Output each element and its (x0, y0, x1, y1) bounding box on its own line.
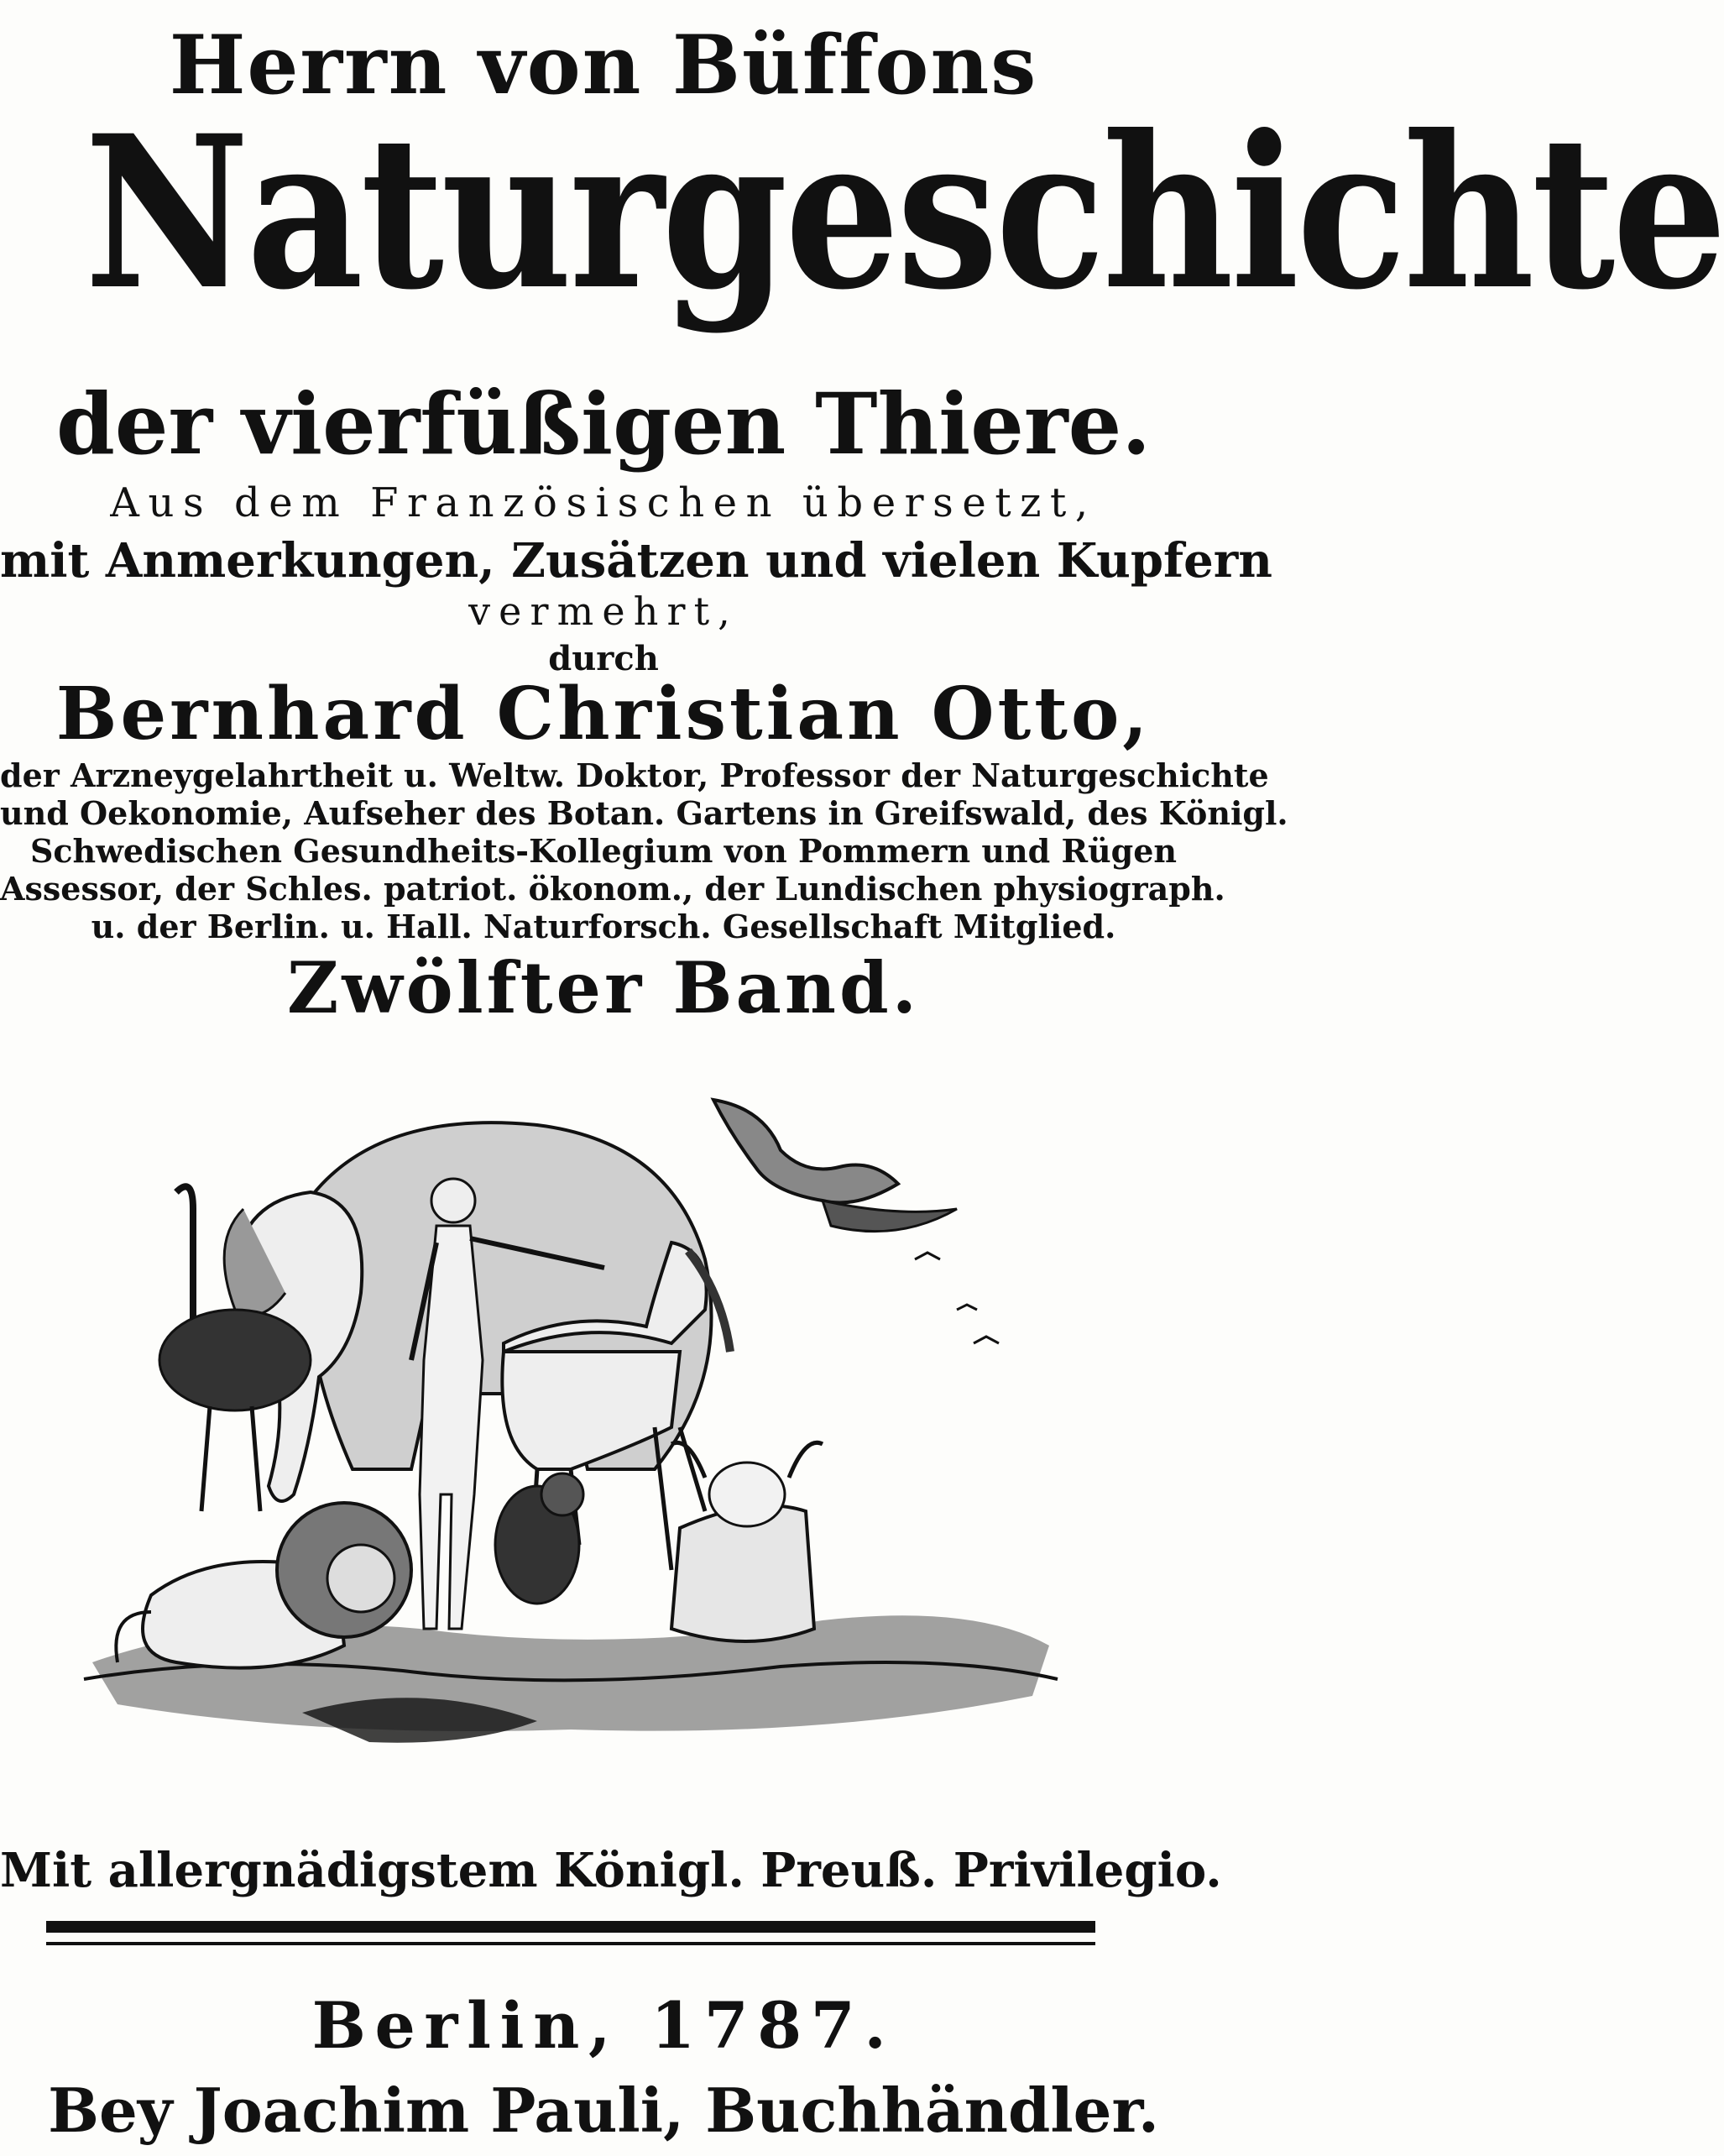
credential-line: Schwedischen Gesundheits-Kollegium von Pommern und Rügen (29, 832, 1178, 870)
imprint-place-year: Berlin, 1787. (311, 1988, 896, 2063)
divider-rule (46, 1921, 1095, 1933)
credential-line: u. der Berlin. u. Hall. Naturforsch. Gesellschaft Mitglied. (91, 908, 1116, 945)
small-birds-icon (915, 1253, 999, 1343)
additions-note-end: vermehrt, (468, 589, 739, 634)
credential-line: und Oekonomie, Aufseher des Botan. Gartens in Greifswald, des Königl. (0, 794, 1288, 832)
monkey-icon (495, 1473, 583, 1604)
credential-line: der Arzneygelahrtheit u. Weltw. Doktor, Professor der Naturgeschichte (0, 756, 1269, 794)
main-title: Naturgeschichte (84, 89, 1724, 336)
imprint-publisher: Bey Joachim Pauli, Buchhändler. (48, 2075, 1159, 2146)
frontispiece-engraving (67, 1075, 1074, 1763)
translation-note: Aus dem Französischen übersetzt, (110, 479, 1097, 526)
translator-name: Bernhard Christian Otto, (55, 672, 1152, 756)
eagle-icon (713, 1100, 957, 1232)
by-label: durch (548, 639, 659, 678)
privilege-line: Mit allergnädigstem Königl. Preuß. Privilegio. (0, 1843, 1222, 1898)
credential-line: Assessor, der Schles. patriot. ökonom., der Lundischen physiograph. (0, 870, 1225, 908)
subtitle: der vierfüßigen Thiere. (55, 374, 1152, 474)
divider-rule-thin (46, 1942, 1095, 1945)
title-line-author-name: Herrn von Büffons (169, 18, 1038, 113)
additions-note: mit Anmerkungen, Zusätzen und vielen Kupfern (0, 533, 1272, 589)
volume-label: Zwölfter Band. (287, 946, 920, 1029)
